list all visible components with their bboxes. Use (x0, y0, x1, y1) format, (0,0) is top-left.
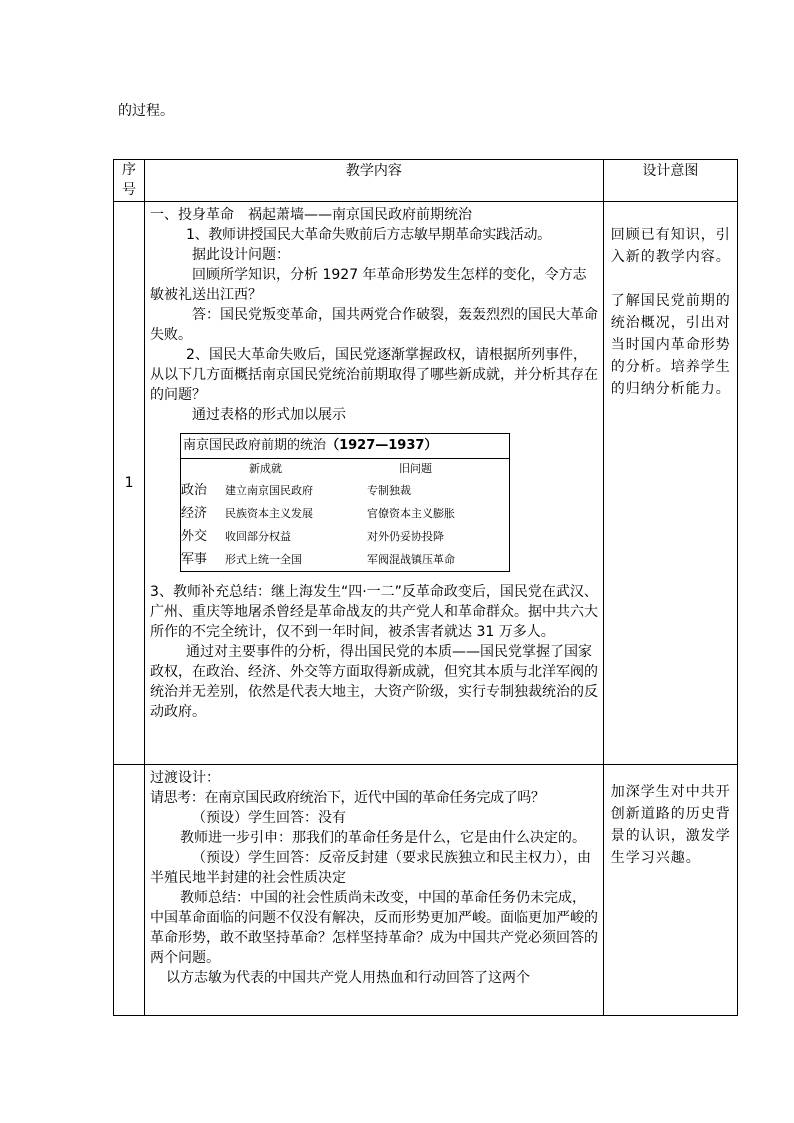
table-row (114, 765, 738, 1016)
content-paragraph: 3、教师补充总结：继上海发生“四·一二”反革命政变后，国民党在武汉、广州、重庆等地屠杀曾经是革命战友的共产党人和革命群众。据中共六大所作的不完全统计，仅不到一年时间，被杀害者就达 31 万多人。 (150, 584, 599, 640)
content-cell (145, 202, 604, 765)
table-header-row (114, 160, 738, 202)
content-paragraph: 教师总结：中国的社会性质尚未改变，中国的革命任务仍未完成，中国革命面临的问题不仅没有解决，反而形势更加严峻。面临更加严峻的革命形势，敢不敢坚持革命？怎样坚持革命？成为中国共产党必须回答的两个问题。 (150, 890, 599, 966)
content-paragraph: 答：国民党叛变革命，国共两党合作破裂，轰轰烈烈的国民大革命失败。 (150, 307, 599, 343)
header-no: 序号 (114, 160, 145, 202)
lesson-table (113, 159, 738, 1016)
inner-col-new: 新成就 (249, 462, 283, 475)
content-paragraph: 据此设计问题： (192, 247, 291, 263)
inner-col-old: 旧问题 (399, 462, 433, 475)
row-number (114, 765, 145, 1016)
header-content: 教学内容 (145, 160, 604, 202)
content-paragraph: 回顾所学知识，分析 1927 年革命形势发生怎样的变化，令方志敏被礼送出江西？ (150, 267, 587, 303)
inner-table-row: 经济 民族资本主义发展 官僚资本主义膨胀 (181, 505, 456, 521)
content-paragraph: 通过对主要事件的分析，得出国民党的本质——国民党掌握了国家政权，在政治、经济、外交等方面取得新成就，但究其本质与北洋军阀的统治并无差别，依然是代表大地主，大资产阶级，实行专制独裁统治的反动政府。 (150, 644, 599, 720)
section-heading: 一、投身革命 祸起萧墙——南京国民政府前期统治 (150, 207, 473, 223)
content-paragraph: （预设）学生回答：反帝反封建（要求民族独立和民主权力），由半殖民地半封建的社会性质决定 (150, 850, 592, 886)
inner-table-title: 南京国民政府前期的统治（1927—1937） (181, 434, 509, 459)
header-intent: 设计意图 (603, 160, 737, 202)
content-paragraph: 以方志敏为代表的中国共产党人用热血和行动回答了这两个 (166, 970, 531, 986)
content-paragraph: 通过表格的形式加以展示 (192, 407, 347, 423)
row-number: 1 (114, 202, 145, 765)
intent-cell (603, 765, 737, 1016)
content-paragraph: 教师进一步引申：那我们的革命任务是什么，它是由什么决定的。 (180, 830, 587, 846)
intent-paragraph: 加深学生对中共开创新道路的历史背景的认识，激发学生学习兴趣。 (610, 784, 731, 866)
inner-table-header (181, 459, 509, 479)
intent-cell (603, 202, 737, 765)
inner-table-row: 外交 收回部分权益 对外仍妥协投降 (181, 528, 445, 544)
content-paragraph: 请思考：在南京国民政府统治下，近代中国的革命任务完成了吗？ (150, 790, 545, 806)
content-cell (145, 765, 604, 1016)
inner-table-row: 政治 建立南京国民政府 专制独裁 (181, 482, 412, 498)
table-row (114, 202, 738, 765)
intent-paragraph: 了解国民党前期的统治概况，引出对当时国内革命形势的分析。培养学生的归纳分析能力。 (610, 293, 731, 397)
inner-table-row: 军事 形式上统一全国 军阀混战镇压革命 (181, 551, 456, 567)
content-paragraph: 2、国民大革命失败后，国民党逐渐掌握政权，请根据所列事件，从以下几方面概括南京国民党统治前期取得了哪些新成就，并分析其存在的问题？ (150, 347, 599, 403)
content-paragraph: （预设）学生回答：没有 (192, 810, 347, 826)
intro-text: 的过程。 (118, 103, 174, 119)
inner-summary-table (180, 433, 510, 572)
intent-paragraph: 回顾已有知识，引入新的教学内容。 (610, 227, 731, 265)
content-paragraph: 1、教师讲授国民大革命失败前后方志敏早期革命实践活动。 (186, 227, 551, 243)
content-paragraph: 过渡设计： (150, 770, 221, 786)
